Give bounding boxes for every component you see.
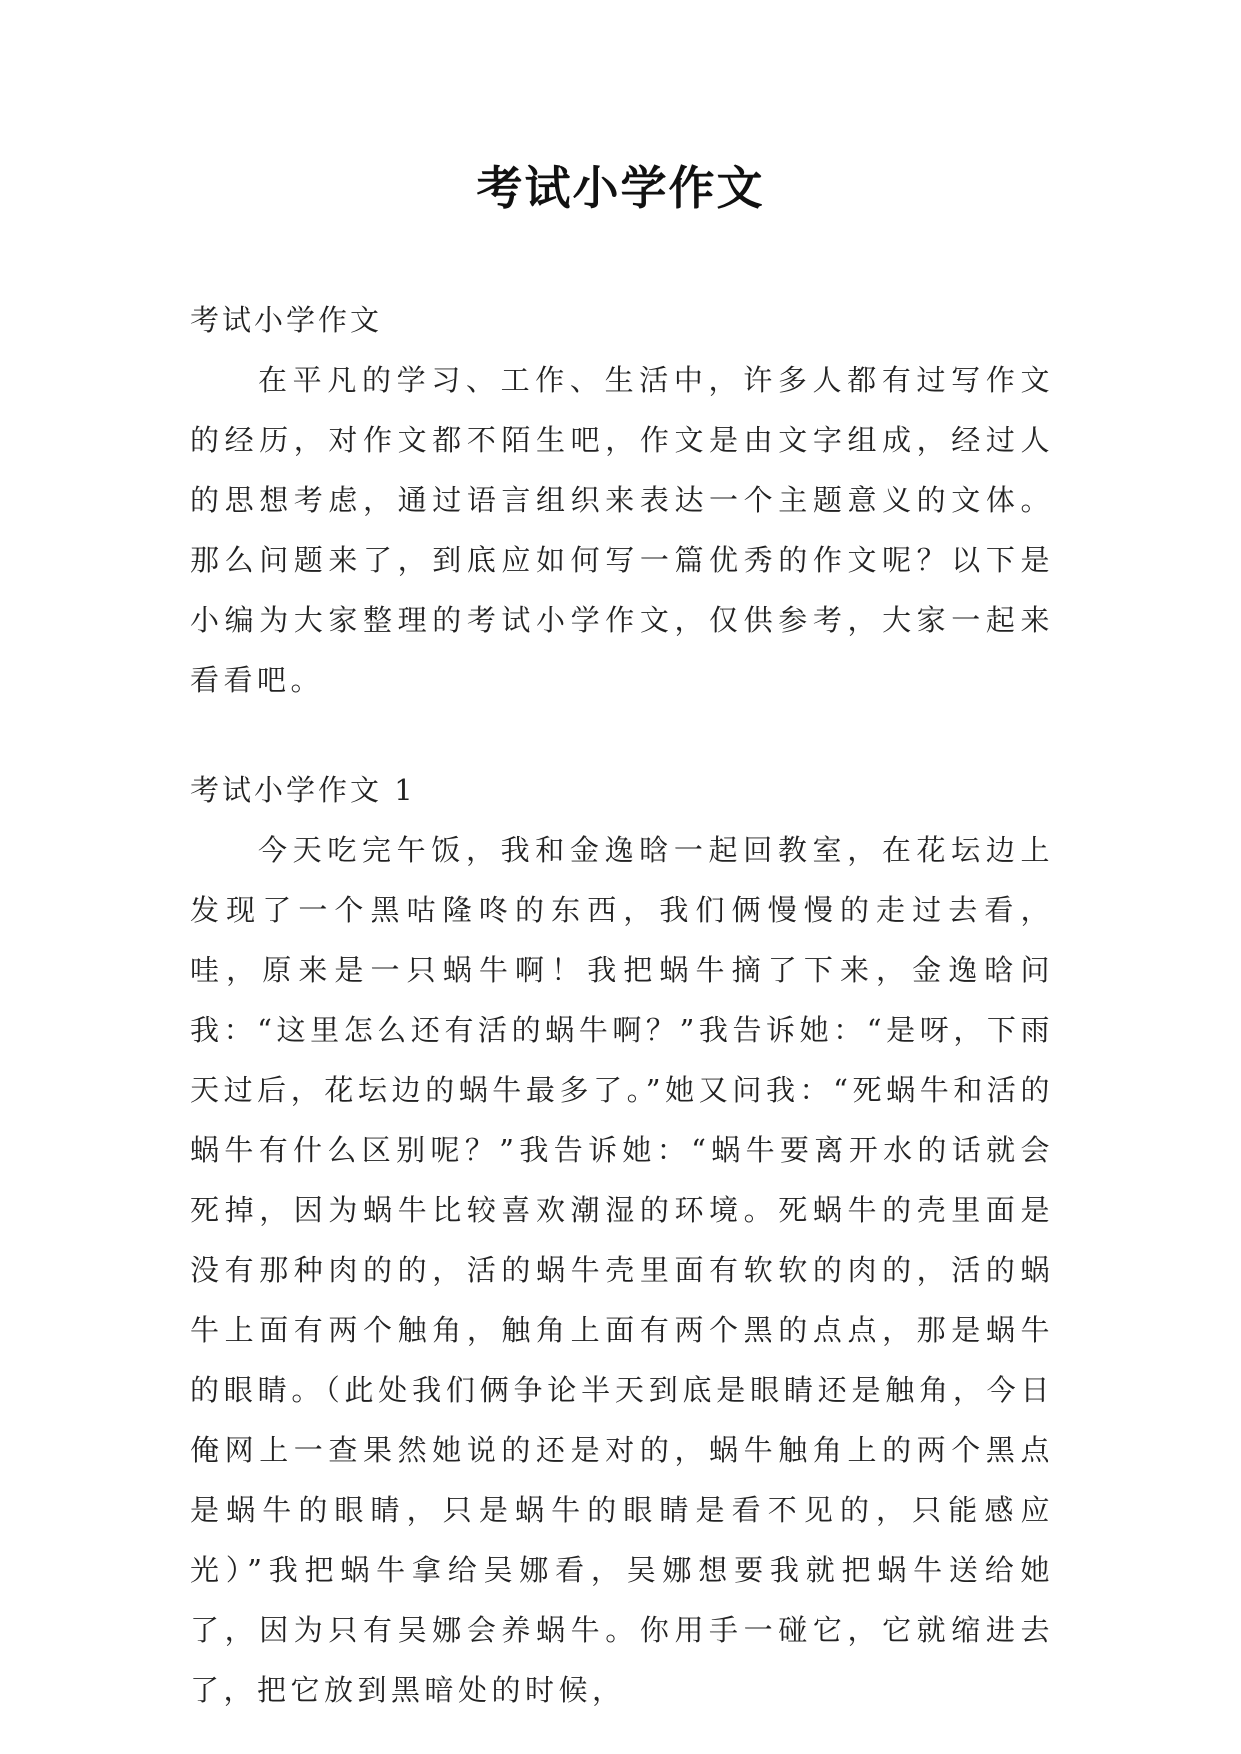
document-title: 考试小学作文 — [476, 161, 765, 215]
section-1-heading: 考试小学作文 1 — [190, 773, 416, 807]
section-spacer — [190, 710, 1054, 760]
section-1-paragraph: 今天吃完午饭，我和金逸晗一起回教室，在花坛边上发现了一个黑咕隆咚的东西，我们俩慢慢的走过去看，哇，原来是一只蜗牛啊！我把蜗牛摘了下来，金逸晗问我：“这里怎么还有活的蜗牛啊？”我告诉她：“是呀，下雨天过后，花坛边的蜗牛最多了。”她又问我：“死蜗牛和活的蜗牛有什么区别呢？”我告诉她：“蜗牛要离开水的话就会死掉，因为蜗牛比较喜欢潮湿的环境。死蜗牛的壳里面是没有那种肉的的，活的蜗牛壳里面有软软的肉的，活的蜗牛上面有两个触角，触角上面有两个黑的点点，那是蜗牛的眼睛。（此处我们俩争论半天到底是眼睛还是触角，今日俺网上一查果然她说的还是对的，蜗牛触角上的两个黑点是蜗牛的眼睛，只是蜗牛的眼睛是看不见的，只能感应光）”我把蜗牛拿给吴娜看，吴娜想要我就把蜗牛送给她了，因为只有吴娜会养蜗牛。你用手一碰它，它就缩进去了，把它放到黑暗处的时候， — [190, 833, 1054, 1707]
intro-paragraph: 在平凡的学习、工作、生活中，许多人都有过写作文的经历，对作文都不陌生吧，作文是由文字组成，经过人的思想考虑，通过语言组织来表达一个主题意义的文体。那么问题来了，到底应如何写一篇优秀的作文呢？以下是小编为大家整理的考试小学作文，仅供参考，大家一起来看看吧。 — [190, 363, 1054, 697]
intro-heading: 考试小学作文 — [190, 303, 383, 337]
document-body — [190, 290, 1054, 1720]
